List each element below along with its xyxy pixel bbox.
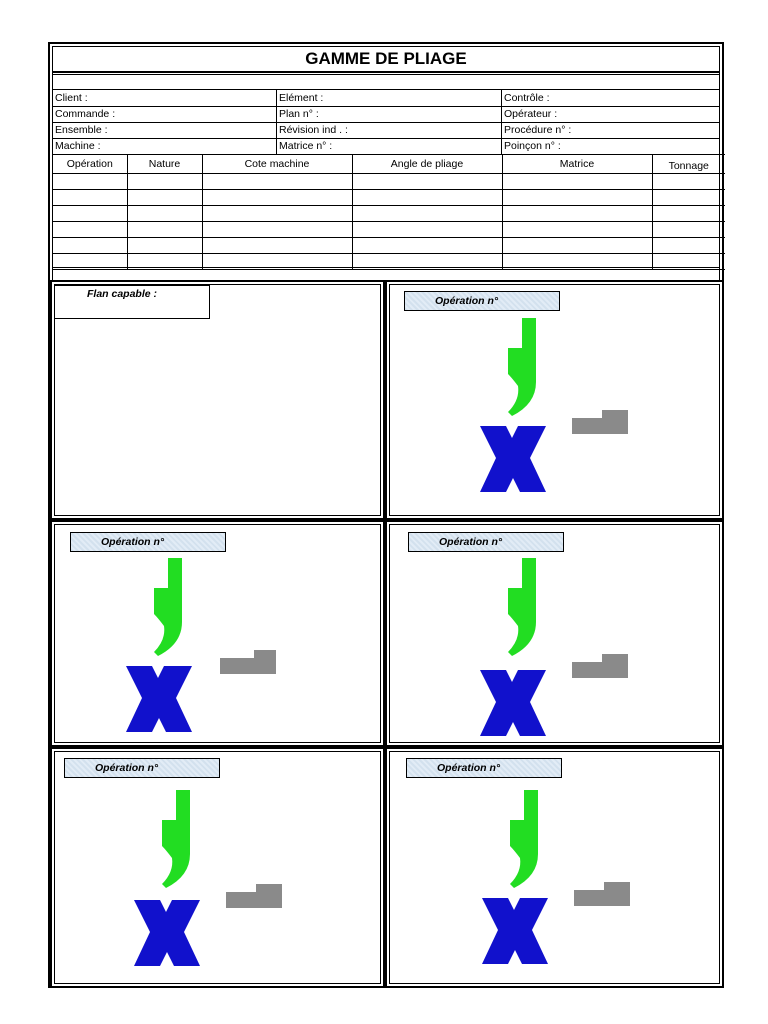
operation-label-1[interactable]: Opération n°	[404, 291, 560, 311]
press-brake-tools-icon	[472, 552, 632, 742]
info-row	[53, 122, 719, 139]
bent-part-flange-icon	[602, 410, 628, 422]
table-cell[interactable]	[127, 222, 202, 238]
table-cell[interactable]	[53, 190, 127, 206]
press-brake-tools-icon	[126, 784, 286, 974]
table-cell[interactable]	[652, 190, 725, 206]
header-cote-machine: Cote machine	[202, 155, 352, 174]
flan-capable-box[interactable]	[54, 285, 210, 319]
press-brake-tools-icon	[472, 312, 632, 502]
blank-row	[53, 74, 719, 90]
die-icon	[480, 670, 546, 736]
flan-capable-label: Flan capable :	[87, 288, 158, 300]
machine-field[interactable]: Machine :	[53, 138, 277, 154]
revision-field[interactable]: Révision ind . :	[277, 122, 502, 138]
punch-icon	[162, 790, 190, 888]
table-cell[interactable]	[652, 238, 725, 254]
table-cell[interactable]	[352, 206, 502, 222]
poincon-field[interactable]: Poinçon n° :	[504, 140, 561, 152]
header-tonnage: Tonnage	[652, 155, 725, 174]
table-cell[interactable]	[652, 206, 725, 222]
table-cell[interactable]	[202, 174, 352, 190]
operations-table	[53, 154, 725, 270]
header-nature: Nature	[127, 155, 202, 174]
plan-field[interactable]: Plan n° :	[277, 106, 502, 122]
table-cell[interactable]	[502, 174, 652, 190]
table-cell[interactable]	[202, 206, 352, 222]
sheet-header-area	[52, 46, 720, 283]
bent-part-flange-icon	[604, 882, 630, 894]
table-cell[interactable]	[202, 190, 352, 206]
table-cell[interactable]	[502, 222, 652, 238]
header-operation: Opération	[53, 155, 127, 174]
table-cell[interactable]	[352, 174, 502, 190]
table-cell[interactable]	[127, 238, 202, 254]
punch-icon	[154, 558, 182, 656]
bent-part-flange-icon	[254, 650, 276, 662]
operation-label-2[interactable]: Opération n°	[70, 532, 226, 552]
table-row	[53, 222, 725, 238]
table-cell[interactable]	[352, 190, 502, 206]
table-row	[53, 174, 725, 190]
die-icon	[480, 426, 546, 492]
die-icon	[482, 898, 548, 964]
table-cell[interactable]	[202, 238, 352, 254]
table-row	[53, 238, 725, 254]
table-cell[interactable]	[53, 238, 127, 254]
client-field[interactable]: Client :	[53, 90, 277, 106]
table-cell[interactable]	[502, 190, 652, 206]
table-row	[53, 206, 725, 222]
table-row	[53, 190, 725, 206]
table-cell[interactable]	[202, 222, 352, 238]
info-row	[53, 106, 719, 123]
bent-part-flange-icon	[602, 654, 628, 666]
header-angle: Angle de pliage	[352, 155, 502, 174]
header-matrice: Matrice	[502, 155, 652, 174]
page-title: GAMME DE PLIAGE	[53, 47, 719, 73]
die-icon	[126, 666, 192, 732]
table-cell[interactable]	[127, 190, 202, 206]
info-row	[53, 138, 719, 155]
ensemble-field[interactable]: Ensemble :	[53, 122, 277, 138]
operateur-field[interactable]: Opérateur :	[504, 108, 558, 120]
table-cell[interactable]	[53, 222, 127, 238]
table-cell[interactable]	[127, 174, 202, 190]
operation-label-5[interactable]: Opération n°	[406, 758, 562, 778]
table-cell[interactable]	[352, 222, 502, 238]
procedure-field[interactable]: Procédure n° :	[504, 124, 572, 136]
bent-part-flange-icon	[256, 884, 282, 896]
matrice-field[interactable]: Matrice n° :	[277, 138, 502, 154]
press-brake-tools-icon	[118, 552, 278, 742]
press-brake-tools-icon	[474, 784, 634, 974]
info-row	[53, 90, 719, 107]
punch-icon	[508, 558, 536, 656]
table-cell[interactable]	[502, 238, 652, 254]
die-icon	[134, 900, 200, 966]
controle-field[interactable]: Contrôle :	[504, 92, 550, 104]
table-cell[interactable]	[53, 174, 127, 190]
element-field[interactable]: Elément :	[277, 90, 502, 106]
punch-icon	[508, 318, 536, 416]
table-cell[interactable]	[352, 238, 502, 254]
commande-field[interactable]: Commande :	[53, 106, 277, 122]
table-cell[interactable]	[502, 206, 652, 222]
operation-label-4[interactable]: Opération n°	[64, 758, 220, 778]
punch-icon	[510, 790, 538, 888]
table-header-row	[53, 155, 725, 174]
table-cell[interactable]	[53, 206, 127, 222]
table-cell[interactable]	[652, 222, 725, 238]
table-cell[interactable]	[652, 174, 725, 190]
table-cell[interactable]	[127, 206, 202, 222]
operation-label-3[interactable]: Opération n°	[408, 532, 564, 552]
